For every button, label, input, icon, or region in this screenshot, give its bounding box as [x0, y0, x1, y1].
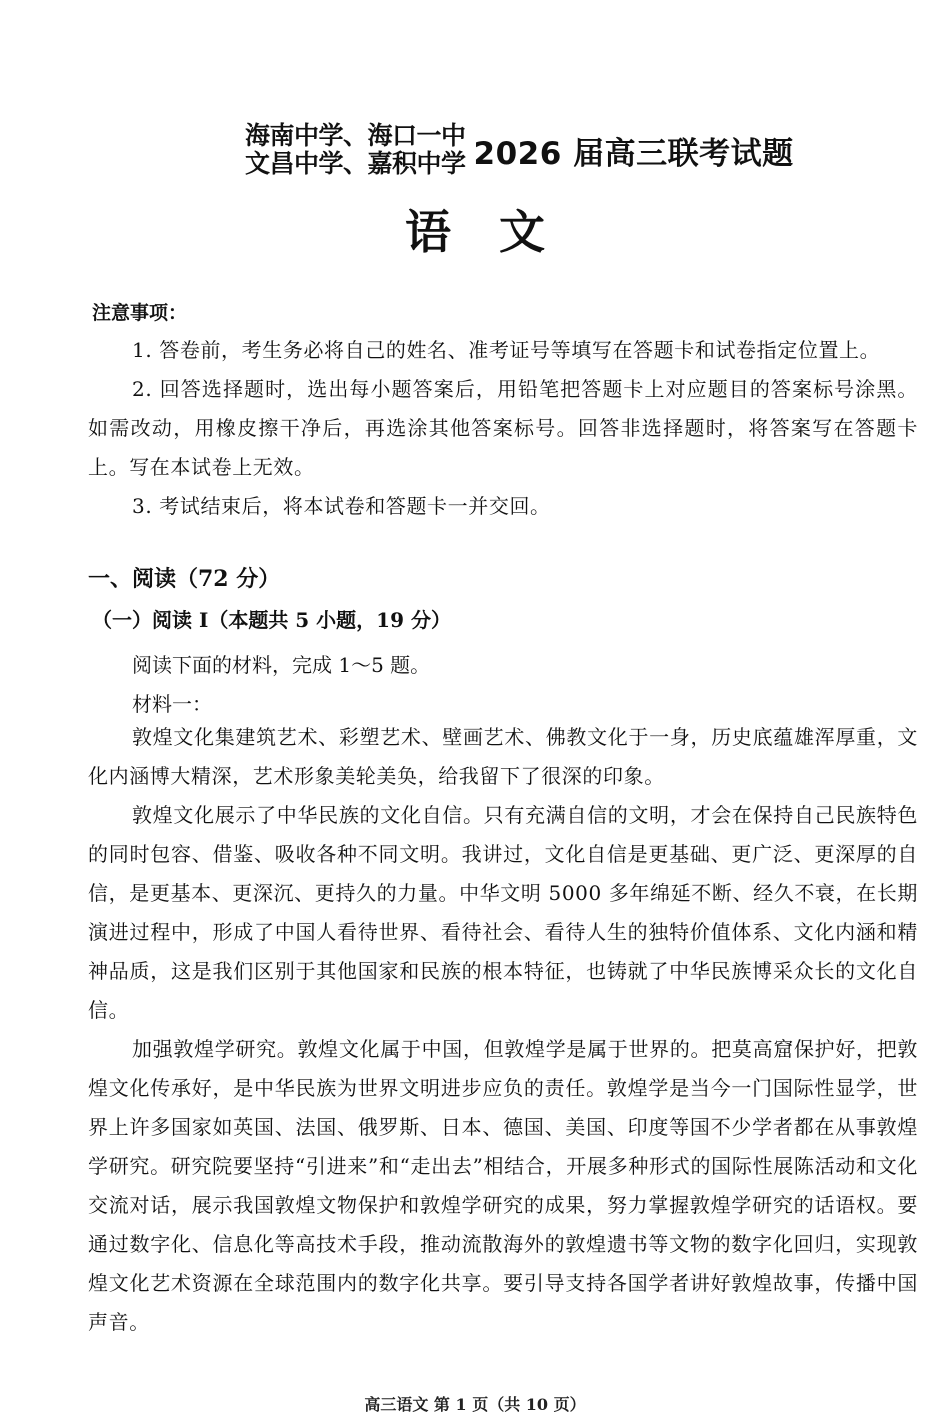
material-paragraph-1: 敦煌文化集建筑艺术、彩塑艺术、壁画艺术、佛教文化于一身，历史底蕴雄浑厚重，文化内涵博大精深，艺术形象美轮美奂，给我留下了很深的印象。 [88, 725, 918, 788]
material-paragraph-3: 加强敦煌学研究。敦煌文化属于中国，但敦煌学是属于世界的。把莫高窟保护好，把敦煌文化传承好，是中华民族为世界文明进步应负的责任。敦煌学是当今一门国际性显学，世界上许多国家如英国、法国、俄罗斯、日本、德国、美国、印度等国不少学者都在从事敦煌学研究。研究院要坚持“引进来”和“走出去”相结合，开展多种形式的国际性展陈活动和文化交流对话，展示我国敦煌文物保护和敦煌学研究的成果，努力掌握敦煌学研究的话语权。要通过数字化、信息化等高技术手段，推动流散海外的敦煌遗书等文物的数字化回归，实现敦煌文化艺术资源在全球范围内的数字化共享。要引导支持各国学者讲好敦煌故事，传播中国声音。 [88, 1037, 918, 1334]
page-footer: 高三语文 第 1 页（共 10 页） [364, 1395, 586, 1414]
exam-header [245, 120, 794, 180]
notice-item-1: 1. 答卷前，考生务必将自己的姓名、准考证号等填写在答题卡和试卷指定位置上。 [132, 338, 881, 362]
notice-heading: 注意事项： [92, 302, 188, 324]
notice-item-3: 3. 考试结束后，将本试卷和答题卡一并交回。 [132, 494, 551, 518]
reading-instruction: 阅读下面的材料，完成 1～5 题。 [132, 653, 431, 677]
school-names-line-2: 文昌中学、嘉积中学 [245, 149, 466, 178]
notice-item-2: 2. 回答选择题时，选出每小题答案后，用铅笔把答题卡上对应题目的答案标号涂黑。如需改动，用橡皮擦干净后，再选涂其他答案标号。回答非选择题时，将答案写在答题卡上。写在本试卷上无效。 [88, 377, 918, 479]
school-names [245, 122, 466, 178]
material-paragraph-2: 敦煌文化展示了中华民族的文化自信。只有充满自信的文明，才会在保持自己民族特色的同时包容、借鉴、吸收各种不同文明。我讲过，文化自信是更基础、更广泛、更深厚的自信，是更基本、更深沉、更持久的力量。中华文明 5000 多年绵延不断、经久不衰，在长期演进过程中，形成了中国人看待世界、看待社会、看待人生的独特价值体系、文化内涵和精神品质，这是我们区别于其他国家和民族的根本特征，也铸就了中华民族博采众长的文化自信。 [88, 803, 918, 1022]
material-label: 材料一： [132, 692, 212, 716]
exam-title: 2026 届高三联考试题 [473, 135, 794, 172]
subsection-heading: （一）阅读 I（本题共 5 小题，19 分） [92, 608, 451, 632]
subject-title: 语文 [405, 205, 593, 259]
school-names-line-1: 海南中学、海口一中 [245, 121, 466, 150]
section-heading: 一、阅读（72 分） [88, 566, 281, 592]
